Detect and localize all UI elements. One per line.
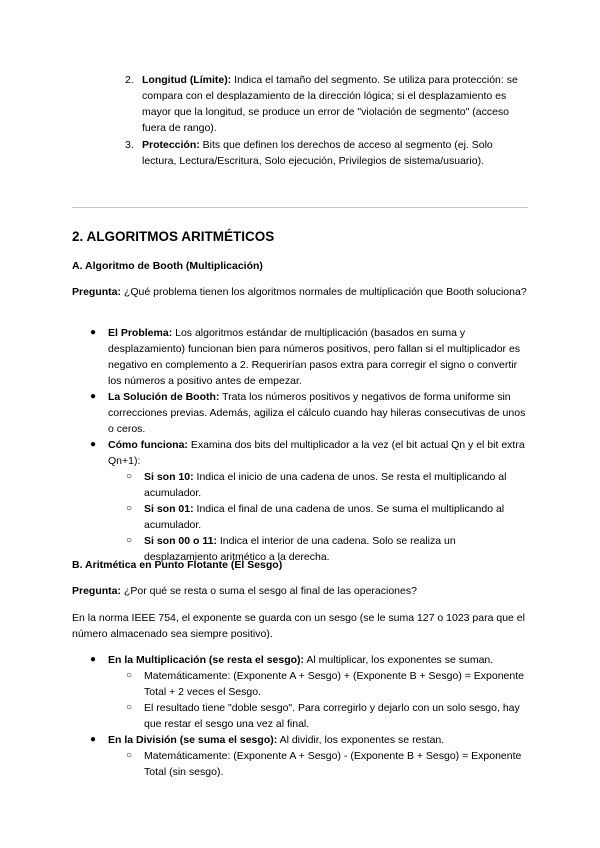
- list-item: [108, 469, 528, 501]
- item-label: El Problema:: [108, 327, 173, 339]
- item-text: El resultado tiene "doble sesgo". Para corregirlo y dejarlo con un solo sesgo, hay que restar el sesgo una vez al final.: [144, 702, 520, 730]
- item-number: 3.: [125, 139, 134, 151]
- item-label: La Solución de Booth:: [108, 391, 220, 403]
- list-item: [72, 72, 528, 136]
- float-bullet-list: [72, 652, 528, 780]
- float-intro-paragraph: En la norma IEEE 754, el exponente se guarda con un sesgo (se le suma 127 o 1023 para que el número almacenado sea siempre positivo).: [72, 612, 525, 640]
- section-title: 2. ALGORITMOS ARITMÉTICOS: [72, 229, 275, 244]
- sub-bullet-icon: ○: [126, 702, 133, 713]
- list-item: [72, 389, 528, 437]
- question-text: ¿Qué problema tienen los algoritmos normales de multiplicación que Booth soluciona?: [121, 286, 527, 298]
- list-item: [72, 437, 528, 565]
- sub-bullet-icon: ○: [126, 471, 133, 482]
- item-label: Longitud (Límite):: [142, 74, 232, 86]
- sub-bullet-icon: ○: [126, 503, 133, 514]
- subsection-heading-float: B. Aritmética en Punto Flotante (El Sesgo): [72, 559, 283, 571]
- booth-cases-list: [108, 469, 528, 565]
- question-label: Pregunta:: [72, 286, 122, 298]
- list-item: [108, 501, 528, 533]
- case-text: Indica el interior de una cadena. Solo se realiza un desplazamiento aritmético a la derecha.: [144, 535, 456, 563]
- booth-bullet-list: [72, 325, 528, 565]
- float-question: [72, 583, 528, 599]
- case-label: Si son 01:: [144, 503, 194, 515]
- item-label: Cómo funciona:: [108, 439, 188, 451]
- item-text: Al multiplicar, los exponentes se suman.: [304, 654, 494, 666]
- item-text: Trata los números positivos y negativos de forma uniforme sin correcciones previas. Además, agiliza el cálculo cuando hay hileras consecutivas de unos o ceros.: [108, 391, 526, 435]
- item-number: 2.: [125, 74, 134, 86]
- item-label: Protección:: [142, 139, 200, 151]
- bullet-icon: ●: [90, 734, 97, 745]
- item-text: Los algoritmos estándar de multiplicación (basados en suma y desplazamiento) funcionan bien para números positivos, pero fallan si el multiplicador es negativo en complemento a 2. Requerirían pasos extra para corregir el signo o convertir los números a positivo antes de empezar.: [108, 327, 521, 387]
- case-label: Si son 00 o 11:: [144, 535, 217, 547]
- item-label: En la Multiplicación (se resta el sesgo):: [108, 654, 305, 666]
- bullet-icon: ●: [90, 654, 97, 665]
- sub-bullet-icon: ○: [126, 750, 133, 761]
- case-label: Si son 10:: [144, 471, 194, 483]
- case-text: Indica el final de una cadena de unos. Se suma el multiplicando al acumulador.: [144, 503, 505, 531]
- list-item: [72, 732, 528, 780]
- list-item: [72, 325, 528, 389]
- sub-bullet-icon: ○: [126, 670, 133, 681]
- bullet-icon: ●: [90, 391, 97, 402]
- list-item: [72, 137, 528, 169]
- sub-bullet-icon: ○: [126, 535, 133, 546]
- mult-sub-list: [108, 668, 528, 732]
- item-label: En la División (se suma el sesgo):: [108, 734, 278, 746]
- case-text: Indica el inicio de una cadena de unos. Se resta el multiplicando al acumulador.: [144, 471, 507, 499]
- list-item: [72, 652, 528, 732]
- subsection-heading-booth: A. Algoritmo de Booth (Multiplicación): [72, 260, 263, 272]
- item-text: Al dividir, los exponentes se restan.: [277, 734, 445, 746]
- item-text: Matemáticamente: (Exponente A + Sesgo) - (Exponente B + Sesgo) = Exponente Total (sin sesgo).: [144, 750, 522, 778]
- numbered-list: [72, 72, 528, 170]
- question-text: ¿Por qué se resta o suma el sesgo al final de las operaciones?: [121, 585, 417, 597]
- list-item: [108, 700, 528, 732]
- div-sub-list: [108, 748, 528, 780]
- item-text: Examina dos bits del multiplicador a la vez (el bit actual Qn y el bit extra Qn+1):: [108, 439, 525, 467]
- question-label: Pregunta:: [72, 585, 122, 597]
- bullet-icon: ●: [90, 327, 97, 338]
- item-text: Bits que definen los derechos de acceso al segmento (ej. Solo lectura, Lectura/Escritura, Solo ejecución, Privilegios de sistema/usuario).: [142, 139, 493, 167]
- list-item: [108, 668, 528, 700]
- bullet-icon: ●: [90, 439, 97, 450]
- item-text: Matemáticamente: (Exponente A + Sesgo) + (Exponente B + Sesgo) = Exponente Total + 2 veces el Sesgo.: [144, 670, 524, 698]
- list-item: [108, 748, 528, 780]
- booth-question: [72, 284, 528, 300]
- horizontal-divider: [72, 207, 528, 208]
- item-text: Indica el tamaño del segmento. Se utiliza para protección: se compara con el desplazamiento de la dirección lógica; si el desplazamiento es mayor que la longitud, se produce un error de "violación de segmento" (acceso fuera de rango).: [142, 74, 518, 134]
